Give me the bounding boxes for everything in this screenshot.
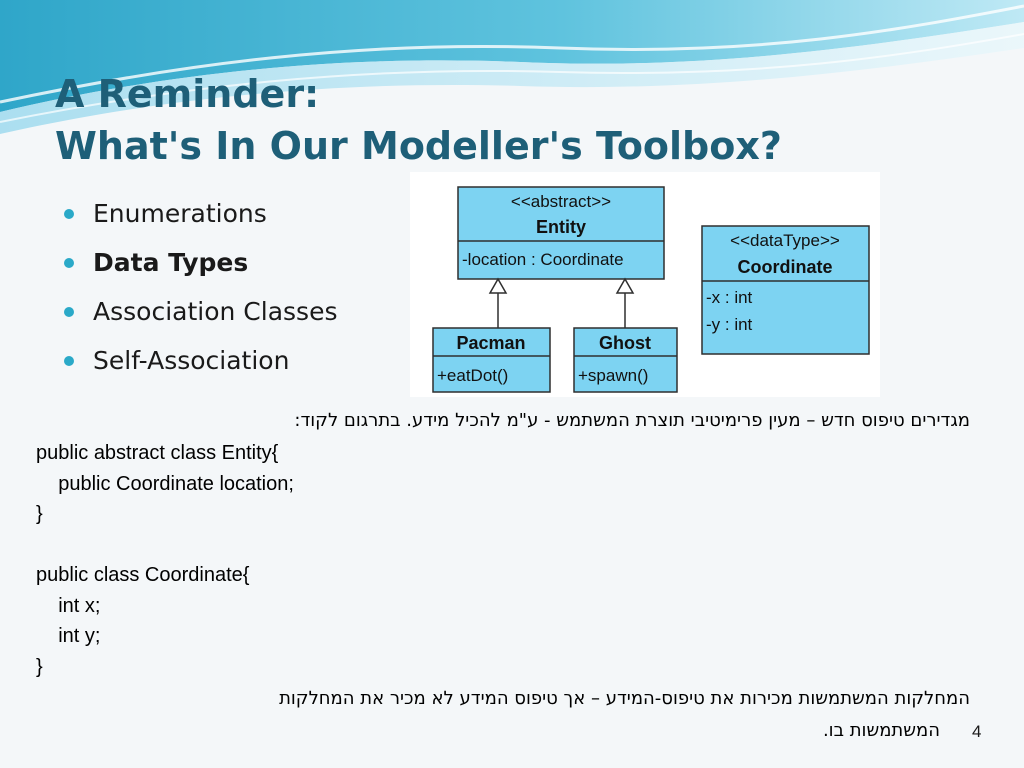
code-line: public Coordinate location;	[36, 472, 294, 495]
code-line: int x;	[36, 594, 101, 617]
title-line-1: A Reminder:	[55, 72, 320, 116]
code-line: public class Coordinate{	[36, 564, 250, 586]
uml-class-pacman	[433, 328, 550, 392]
bullet-association-classes	[62, 290, 337, 339]
coordinate-attribute-y: -y : int	[706, 315, 753, 334]
inheritance-arrow-icon	[617, 279, 633, 293]
uml-class-diagram	[410, 172, 880, 397]
pacman-operation: +eatDot()	[437, 366, 509, 385]
bullet-label: Data Types	[93, 248, 249, 277]
code-snippet	[36, 438, 294, 682]
bullet-dot-icon	[64, 209, 74, 219]
bullet-dot-icon	[64, 356, 74, 366]
code-line	[36, 530, 294, 561]
hebrew-footer-line-1: המחלקות המשתמשות מכירות את טיפוס-המידע – אך טיפוס המידע לא מכיר את המחלקות	[279, 688, 970, 709]
bullet-dot-icon	[64, 258, 74, 268]
hebrew-footer-line-2: המשתמשות בו.	[822, 720, 940, 741]
coordinate-stereotype: <<dataType>>	[730, 231, 840, 250]
code-line: int y;	[36, 625, 101, 647]
bullet-self-association	[62, 339, 337, 388]
title-line-2: What's In Our Modeller's Toolbox?	[55, 124, 782, 168]
uml-class-entity	[458, 187, 664, 279]
uml-class-ghost	[574, 328, 677, 392]
inheritance-arrow-icon	[490, 279, 506, 293]
coordinate-class-name: Coordinate	[737, 257, 833, 277]
slide-page-number: 4	[972, 722, 982, 741]
bullet-label: Enumerations	[93, 199, 267, 228]
entity-class-name: Entity	[535, 217, 587, 237]
topic-bullet-list	[62, 192, 337, 388]
uml-class-coordinate	[702, 226, 869, 354]
hebrew-intro-text: מגדירים טיפוס חדש – מעין פרימיטיבי תוצרת המשתמש - ע"מ להכיל מידע. בתרגום לקוד:	[294, 410, 970, 431]
entity-attribute: -location : Coordinate	[462, 250, 624, 269]
entity-stereotype: <<abstract>>	[510, 192, 612, 211]
ghost-class-name: Ghost	[599, 333, 651, 353]
code-line: }	[36, 655, 43, 678]
slide-title	[55, 68, 782, 172]
bullet-label: Association Classes	[93, 297, 338, 326]
bullet-data-types	[62, 241, 337, 290]
pacman-class-name: Pacman	[456, 333, 526, 353]
bullet-enumerations	[62, 192, 337, 241]
bullet-label: Self-Association	[93, 346, 290, 375]
ghost-operation: +spawn()	[578, 366, 649, 385]
coordinate-attribute-x: -x : int	[706, 288, 753, 307]
code-line: public abstract class Entity{	[36, 442, 279, 464]
bullet-dot-icon	[64, 307, 74, 317]
code-line: }	[36, 503, 43, 525]
generalization-arrows	[490, 279, 633, 328]
